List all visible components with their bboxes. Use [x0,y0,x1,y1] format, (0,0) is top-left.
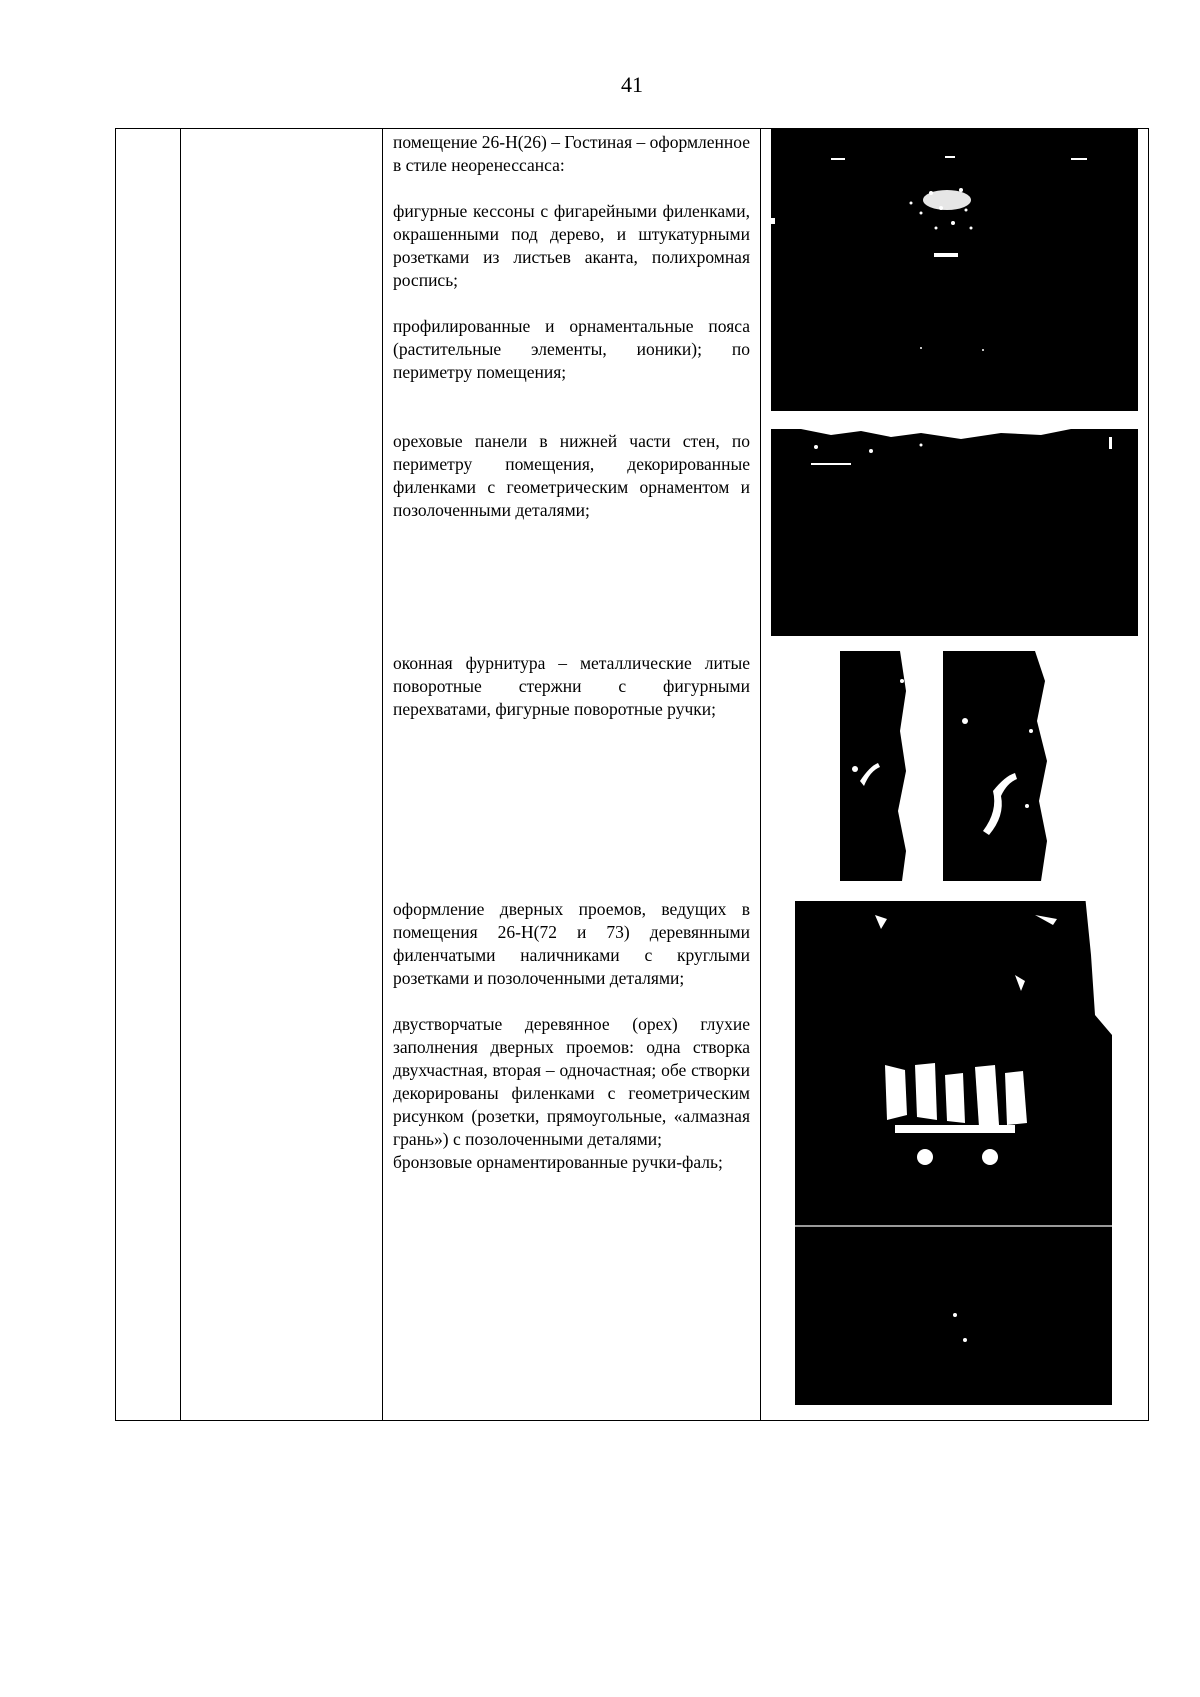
door-handles-description: бронзовые орнаментированные ручки-фаль; [393,1152,723,1172]
window-hardware-photo-right [943,651,1050,881]
text-group-doors [393,898,750,1174]
ceiling-photo [771,128,1138,411]
door-photo [795,895,1112,1405]
text-group-ceiling [393,131,750,384]
door-leaves-description: двустворчатые деревянное (орех) глухие заполнения дверных проемов: одна створка двухчастная, вторая – одночастная; обе створки декорированы филенками с геометрическим рисунком (розетки, прямоугольные, «алмазная грань») с позолоченными деталями; [393,1014,750,1149]
room-heading: помещение 26-Н(26) – Гостиная – оформленное в стиле неоренессанса: [393,132,750,175]
column-divider-3 [760,128,761,1421]
window-hardware-description: оконная фурнитура – металлические литые поворотные стержни с фигурными перехватами, фигурные поворотные ручки; [393,653,750,719]
ceiling-description: фигурные кессоны с фигарейными филенками, окрашенными под дерево, и штукатурными розетками из листьев аканта, полихромная роспись; [393,201,750,290]
page-number: 41 [621,72,643,97]
friezes-description: профилированные и орнаментальные пояса (растительные элементы, ионики); по периметру помещения; [393,316,750,382]
window-hardware-photo-left [840,651,913,881]
panels-description: ореховые панели в нижней части стен, по периметру помещения, декорированные филенками с геометрическим орнаментом и позолоченными деталями; [393,431,750,520]
wall-panels-photo [771,425,1138,636]
column-divider-1 [180,128,181,1421]
column-divider-2 [382,128,383,1421]
door-frames-description: оформление дверных проемов, ведущих в помещения 26-Н(72 и 73) деревянными филенчатыми наличниками с круглыми розетками и позолоченными деталями; [393,899,750,988]
